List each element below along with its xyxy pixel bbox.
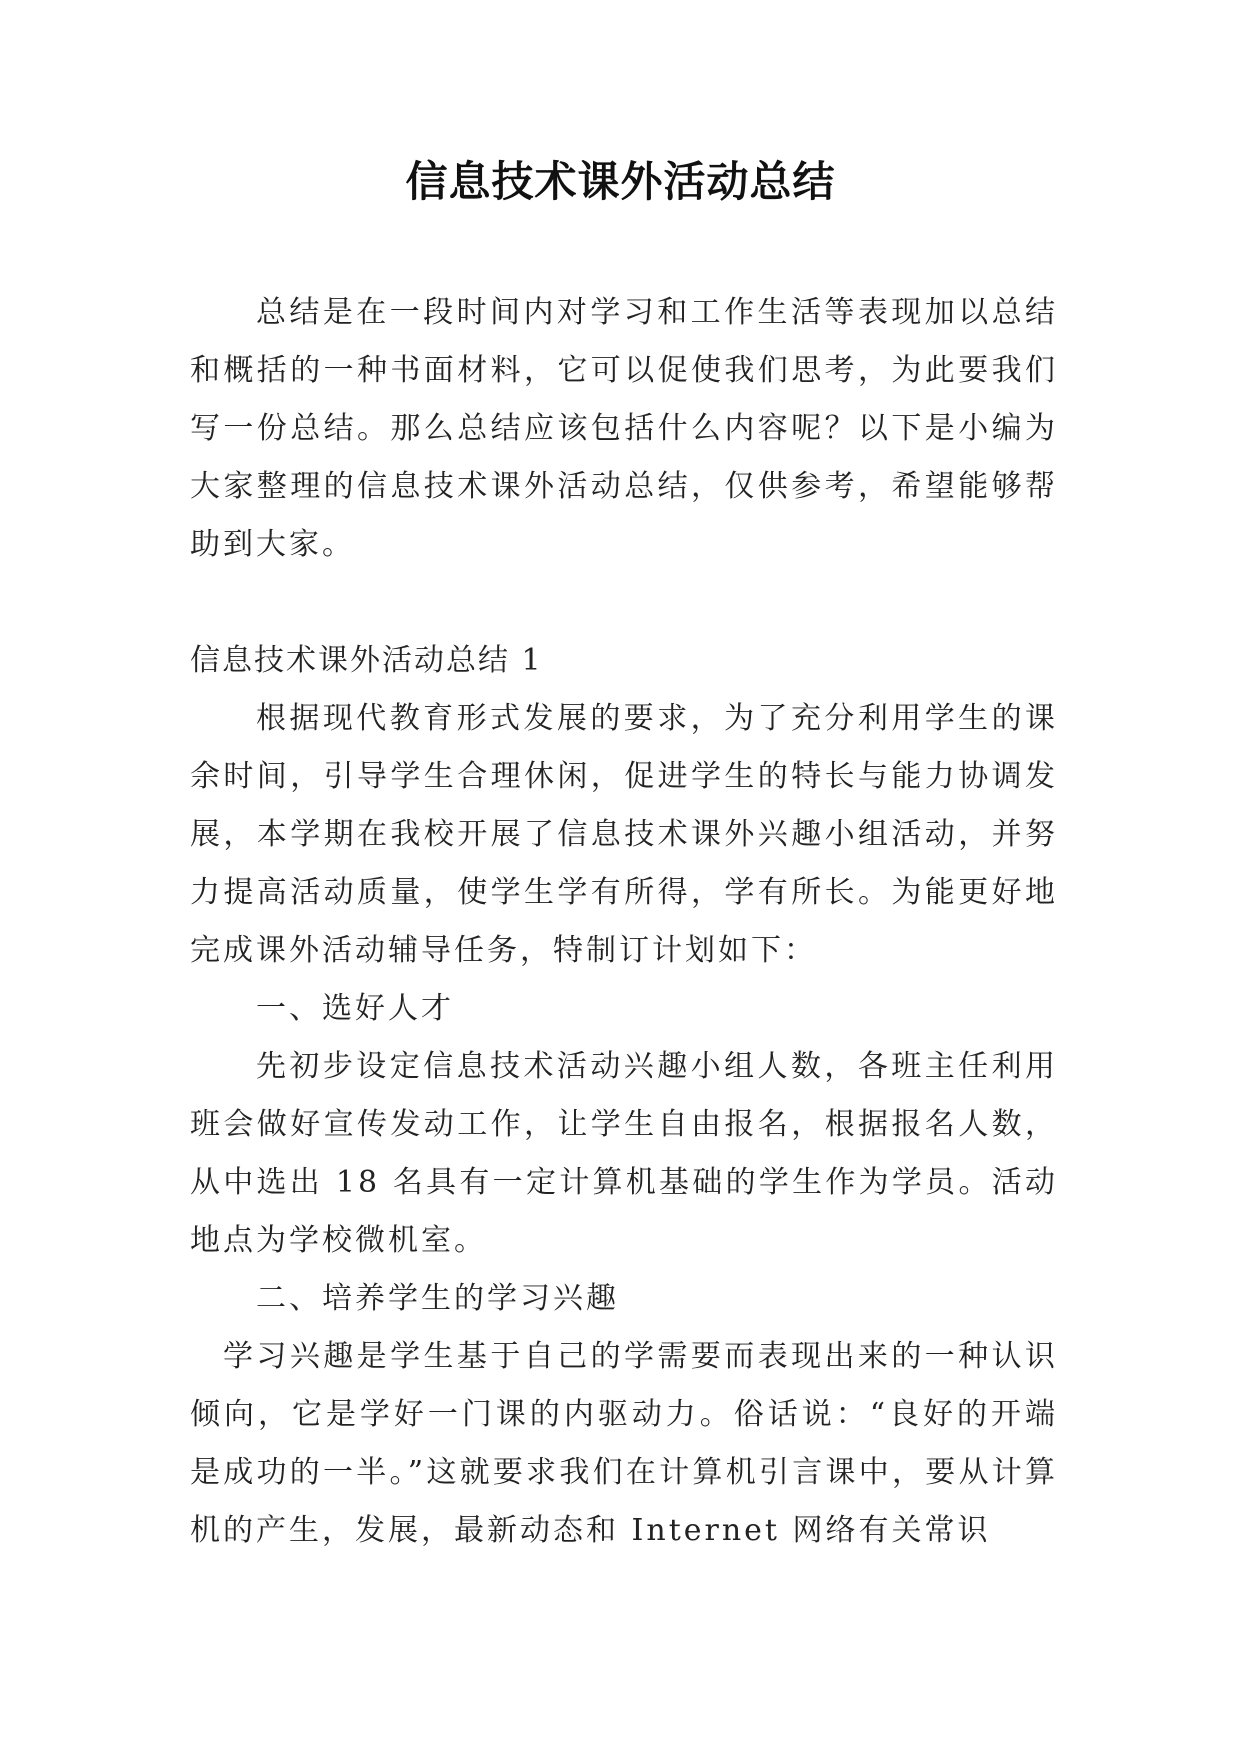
heading-1: 一、选好人才	[256, 991, 454, 1026]
heading-2: 二、培养学生的学习兴趣	[256, 1281, 619, 1316]
document-body	[190, 284, 1058, 1560]
paragraph-1: 根据现代教育形式发展的要求，为了充分利用学生的课余时间，引导学生合理休闲，促进学生的特长与能力协调发展，本学期在我校开展了信息技术课外兴趣小组活动，并努力提高活动质量，使学生学有所得，学有所长。为能更好地完成课外活动辅导任务，特制订计划如下：	[190, 701, 1058, 968]
document-title: 信息技术课外活动总结	[405, 157, 836, 206]
paragraph-3: 学习兴趣是学生基于自己的学需要而表现出来的一种认识倾向，它是学好一门课的内驱动力。俗话说：“良好的开端是成功的一半。”这就要求我们在计算机引言课中，要从计算机的产生，发展，最新动态和 Internet 网络有关常识	[190, 1339, 1058, 1548]
section-title: 信息技术课外活动总结 1	[190, 643, 543, 678]
paragraph-2: 先初步设定信息技术活动兴趣小组人数，各班主任利用班会做好宣传发动工作，让学生自由报名，根据报名人数，从中选出 18 名具有一定计算机基础的学生作为学员。活动地点为学校微机室。	[190, 1049, 1058, 1258]
intro-paragraph: 总结是在一段时间内对学习和工作生活等表现加以总结和概括的一种书面材料，它可以促使我们思考，为此要我们写一份总结。那么总结应该包括什么内容呢？以下是小编为大家整理的信息技术课外活动总结，仅供参考，希望能够帮助到大家。	[190, 295, 1058, 562]
